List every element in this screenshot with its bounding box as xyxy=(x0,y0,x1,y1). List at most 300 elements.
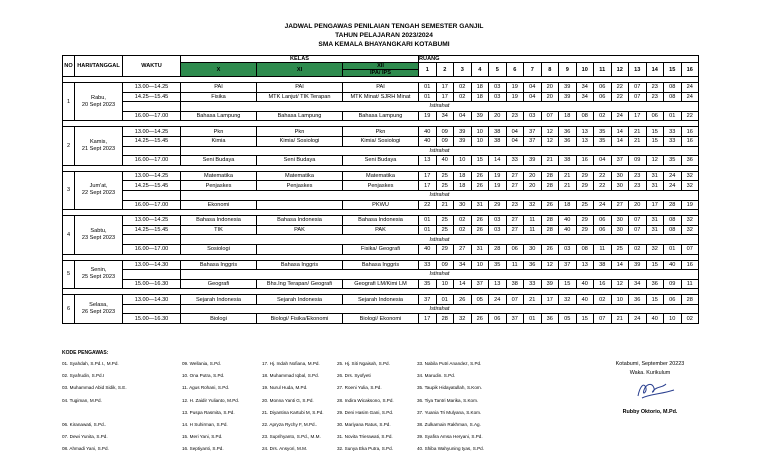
kelas-xii-cell: Geografi LM/Kimi LM xyxy=(343,279,419,289)
kelas-x-cell: PAI xyxy=(181,83,257,93)
istirahat-row xyxy=(63,270,699,280)
room-pengawas-code: 10 xyxy=(454,156,472,166)
kelas-x-cell: Ekonomi xyxy=(181,200,257,210)
room-header: 5 xyxy=(489,63,507,77)
room-pengawas-code: 07 xyxy=(541,111,559,121)
room-pengawas-code: 09 xyxy=(629,156,647,166)
pengawas-entry: 12. H. Zaidir Yulianto, M.Pd. xyxy=(182,397,240,403)
room-pengawas-code: 30 xyxy=(454,200,472,210)
pengawas-entry: 09. Wellania, S.Pd. xyxy=(182,361,221,366)
room-pengawas-code: 15 xyxy=(646,295,664,305)
pengawas-entry: 21. Diyantina Kartubi M, S.Pd. xyxy=(262,409,324,415)
waktu-cell: 13.00—14.25 xyxy=(123,127,181,137)
room-pengawas-code: 36 xyxy=(629,295,647,305)
pengawas-entry: 13. Puspa Rasmita, S.Pd. xyxy=(182,409,235,415)
room-pengawas-code: 19 xyxy=(489,181,507,191)
room-header: 8 xyxy=(541,63,559,77)
room-pengawas-code: 22 xyxy=(419,200,437,210)
room-pengawas-code: 21 xyxy=(629,136,647,146)
waktu-cell: 13.00—14.30 xyxy=(123,260,181,270)
doc-title: JADWAL PENGAWAS PENILAIAN TENGAH SEMESTER GANJIL xyxy=(284,23,484,30)
room-pengawas-code: 33 xyxy=(506,156,524,166)
room-pengawas-code: 02 xyxy=(594,111,612,121)
room-pengawas-code: 15 xyxy=(646,127,664,137)
room-pengawas-code: 10 xyxy=(611,295,629,305)
istirahat-row xyxy=(63,235,699,245)
table-row xyxy=(63,279,699,289)
room-pengawas-code: 14 xyxy=(611,260,629,270)
room-pengawas-code: 39 xyxy=(454,136,472,146)
room-pengawas-code: 36 xyxy=(559,136,577,146)
room-pengawas-code: 28 xyxy=(541,171,559,181)
day-name: Rabu, xyxy=(91,94,106,101)
room-pengawas-code: 01 xyxy=(419,225,437,235)
room-pengawas-code: 30 xyxy=(611,181,629,191)
table-row xyxy=(63,127,699,137)
room-pengawas-code: 13 xyxy=(419,156,437,166)
room-header: 3 xyxy=(454,63,472,77)
room-pengawas-code: 16 xyxy=(594,279,612,289)
col-header-x: X xyxy=(181,63,257,77)
room-pengawas-code: 13 xyxy=(576,136,594,146)
kelas-xi-cell: Matematika xyxy=(257,171,343,181)
room-pengawas-code: 16 xyxy=(681,136,699,146)
room-pengawas-code: 20 xyxy=(541,83,559,93)
room-pengawas-code: 37 xyxy=(506,314,524,324)
room-pengawas-code: 39 xyxy=(471,111,489,121)
day-date-cell xyxy=(75,127,123,165)
waktu-cell: 15.00—16.30 xyxy=(123,279,181,289)
room-pengawas-code: 34 xyxy=(436,111,454,121)
room-pengawas-code: 16 xyxy=(681,260,699,270)
room-pengawas-code: 33 xyxy=(419,260,437,270)
room-pengawas-code: 02 xyxy=(454,216,472,226)
col-header-ruang: RUANG xyxy=(419,56,699,63)
room-pengawas-code: 12 xyxy=(541,260,559,270)
pengawas-entry: 16. Septiyanti, S.Pd. xyxy=(182,446,224,452)
room-pengawas-code: 25 xyxy=(436,181,454,191)
day-date: 26 Sept 2023 xyxy=(81,309,116,316)
table-row xyxy=(63,83,699,93)
room-pengawas-code: 14 xyxy=(611,127,629,137)
room-pengawas-code: 28 xyxy=(681,295,699,305)
room-pengawas-code: 15 xyxy=(559,279,577,289)
kelas-xi-cell: Bahasa Indonesia xyxy=(257,216,343,226)
kelas-xi-cell: PAI xyxy=(257,83,343,93)
room-pengawas-code: 34 xyxy=(454,260,472,270)
signature-name: Rubby Oktorio, M.Pd. xyxy=(622,409,678,415)
room-pengawas-code: 06 xyxy=(506,244,524,254)
room-pengawas-code: 18 xyxy=(559,200,577,210)
kelas-xi-cell: MTK Lanjut/ TIK Terapan xyxy=(257,92,343,102)
istirahat-row xyxy=(63,304,699,314)
room-pengawas-code: 40 xyxy=(576,279,594,289)
room-header: 2 xyxy=(436,63,454,77)
room-pengawas-code: 17 xyxy=(436,92,454,102)
table-row xyxy=(63,314,699,324)
kelas-xi-cell: Sejarah Indonesia xyxy=(257,295,343,305)
kelas-x-cell: Pkn xyxy=(181,127,257,137)
room-pengawas-code: 05 xyxy=(559,314,577,324)
day-date-cell xyxy=(75,216,123,254)
room-pengawas-code: 03 xyxy=(489,83,507,93)
room-pengawas-code: 04 xyxy=(506,136,524,146)
room-pengawas-code: 25 xyxy=(436,216,454,226)
pengawas-entry: 03. Muhammad Abid Sidik, S.E. xyxy=(62,385,127,391)
kelas-x-cell: Bahasa Lampung xyxy=(181,111,257,121)
waktu-blank xyxy=(123,146,181,156)
pengawas-entry: 34. Marudin. S.Pd. xyxy=(417,373,456,379)
room-pengawas-code: 40 xyxy=(576,295,594,305)
day-name: Sabtu, xyxy=(90,227,107,234)
kelas-xii-cell: Penjaskes xyxy=(343,181,419,191)
room-pengawas-code: 23 xyxy=(629,171,647,181)
room-pengawas-code: 39 xyxy=(559,83,577,93)
room-pengawas-code: 37 xyxy=(471,279,489,289)
room-pengawas-code: 32 xyxy=(681,181,699,191)
room-header: 12 xyxy=(611,63,629,77)
room-pengawas-code: 04 xyxy=(594,156,612,166)
istirahat-label: Istirahat xyxy=(181,304,699,314)
waktu-cell: 13.00—14.25 xyxy=(123,171,181,181)
room-pengawas-code: 28 xyxy=(489,244,507,254)
room-pengawas-code: 18 xyxy=(471,92,489,102)
room-pengawas-code: 23 xyxy=(646,83,664,93)
kelas-xii-cell: Biologi/ Ekonomi xyxy=(343,314,419,324)
room-pengawas-code: 20 xyxy=(524,181,542,191)
room-header: 16 xyxy=(681,63,699,77)
room-header: 15 xyxy=(664,63,682,77)
room-pengawas-code: 10 xyxy=(471,136,489,146)
room-pengawas-code: 37 xyxy=(611,156,629,166)
room-pengawas-code: 29 xyxy=(576,171,594,181)
room-pengawas-code: 03 xyxy=(559,244,577,254)
waktu-cell: 16.00—17.00 xyxy=(123,111,181,121)
room-pengawas-code: 06 xyxy=(594,92,612,102)
room-pengawas-code: 28 xyxy=(436,314,454,324)
kelas-xi-cell: Seni Budaya xyxy=(257,156,343,166)
istirahat-label: Istirahat xyxy=(181,102,699,112)
table-row xyxy=(63,200,699,210)
room-pengawas-code: 30 xyxy=(611,171,629,181)
kelas-xii-cell: Bahasa Lampung xyxy=(343,111,419,121)
room-pengawas-code: 39 xyxy=(524,156,542,166)
room-pengawas-code: 39 xyxy=(559,92,577,102)
day-number: 5 xyxy=(63,260,75,289)
room-pengawas-code: 06 xyxy=(489,314,507,324)
kelas-x-cell: Penjaskes xyxy=(181,181,257,191)
room-pengawas-code: 17 xyxy=(419,181,437,191)
room-pengawas-code: 37 xyxy=(419,295,437,305)
room-pengawas-code: 04 xyxy=(524,92,542,102)
pengawas-entry: 07. Dewi Yunita, S.Pd. xyxy=(62,434,108,440)
room-pengawas-code: 24 xyxy=(681,83,699,93)
kelas-xii-cell: Bahasa Indonesia xyxy=(343,216,419,226)
room-pengawas-code: 26 xyxy=(471,314,489,324)
room-pengawas-code: 17 xyxy=(646,200,664,210)
room-pengawas-code: 35 xyxy=(594,127,612,137)
room-pengawas-code: 13 xyxy=(576,127,594,137)
room-pengawas-code: 21 xyxy=(611,314,629,324)
room-pengawas-code: 15 xyxy=(471,156,489,166)
pengawas-entry: 31. Novita Trierawati, S.Pd. xyxy=(337,434,393,440)
room-pengawas-code: 19 xyxy=(506,83,524,93)
pengawas-entry: 28. Indira Wicaksono, S.Pd. xyxy=(337,397,394,403)
room-pengawas-code: 30 xyxy=(611,225,629,235)
col-header-waktu: WAKTU xyxy=(123,56,181,77)
kelas-xii-cell: PKWU xyxy=(343,200,419,210)
room-pengawas-code: 38 xyxy=(489,136,507,146)
room-pengawas-code: 07 xyxy=(629,92,647,102)
kode-pengawas-title: KODE PENGAWAS: xyxy=(62,350,109,356)
table-row xyxy=(63,181,699,191)
kelas-x-cell: Biologi xyxy=(181,314,257,324)
room-pengawas-code: 14 xyxy=(489,156,507,166)
room-pengawas-code: 10 xyxy=(471,127,489,137)
room-header: 7 xyxy=(524,63,542,77)
day-date: 23 Sept 2023 xyxy=(81,234,116,241)
waktu-blank xyxy=(123,235,181,245)
room-pengawas-code: 19 xyxy=(506,92,524,102)
room-pengawas-code: 21 xyxy=(629,127,647,137)
waktu-cell: 15.00—16.30 xyxy=(123,314,181,324)
room-pengawas-code: 13 xyxy=(489,279,507,289)
room-pengawas-code: 12 xyxy=(611,279,629,289)
day-date: 21 Sept 2023 xyxy=(81,146,116,153)
kelas-xii-cell: Fisika/ Geografi xyxy=(343,244,419,254)
room-pengawas-code: 19 xyxy=(489,171,507,181)
room-pengawas-code: 17 xyxy=(541,295,559,305)
room-pengawas-code: 02 xyxy=(629,244,647,254)
pengawas-entry: 20. Monna Yanti G, S.Pd. xyxy=(262,397,314,403)
room-pengawas-code: 02 xyxy=(454,92,472,102)
pengawas-entry: 14. H Suhirman, S.Pd. xyxy=(182,421,228,427)
room-pengawas-code: 06 xyxy=(664,295,682,305)
room-pengawas-code: 01 xyxy=(664,111,682,121)
room-header: 1 xyxy=(419,63,437,77)
room-pengawas-code: 07 xyxy=(629,83,647,93)
day-date: 20 Sept 2023 xyxy=(81,101,116,108)
room-pengawas-code: 32 xyxy=(681,171,699,181)
room-pengawas-code: 21 xyxy=(524,295,542,305)
room-pengawas-code: 26 xyxy=(454,295,472,305)
room-pengawas-code: 23 xyxy=(506,111,524,121)
room-pengawas-code: 39 xyxy=(629,260,647,270)
room-pengawas-code: 07 xyxy=(681,244,699,254)
waktu-cell: 16.00—17.00 xyxy=(123,200,181,210)
waktu-cell: 13.00—14.30 xyxy=(123,295,181,305)
pengawas-entry: 25. Hj. Siti Ngaisah, S.Pd. xyxy=(337,361,390,366)
room-pengawas-code: 39 xyxy=(454,127,472,137)
room-pengawas-code: 11 xyxy=(506,260,524,270)
kelas-xi-cell: Pkn xyxy=(257,127,343,137)
room-pengawas-code: 09 xyxy=(664,279,682,289)
room-pengawas-code: 38 xyxy=(506,279,524,289)
pengawas-entry: 23. Suprihyanto, S.Pd., M.M. xyxy=(262,434,321,440)
room-pengawas-code: 21 xyxy=(559,171,577,181)
pengawas-entry: 27. Roeni Yulia, S.Pd. xyxy=(337,385,382,391)
istirahat-row xyxy=(63,190,699,200)
room-pengawas-code: 29 xyxy=(436,244,454,254)
room-pengawas-code: 20 xyxy=(541,92,559,102)
room-pengawas-code: 35 xyxy=(664,156,682,166)
pengawas-entry: 26. Drs. Syofyeti xyxy=(337,373,371,379)
room-pengawas-code: 25 xyxy=(436,225,454,235)
pengawas-entry: 33. Nabila Putri Anandez, S.Pd. xyxy=(417,361,482,366)
kelas-xii-cell: Pkn xyxy=(343,127,419,137)
table-row xyxy=(63,295,699,305)
waktu-cell: 14.25—15.45 xyxy=(123,92,181,102)
pengawas-entry: 36. Tiya Tantri Marika, S.Kom. xyxy=(417,397,479,403)
istirahat-label: Istirahat xyxy=(181,146,699,156)
room-pengawas-code: 26 xyxy=(471,225,489,235)
waktu-blank xyxy=(123,190,181,200)
room-pengawas-code: 18 xyxy=(454,181,472,191)
istirahat-label: Istirahat xyxy=(181,235,699,245)
pengawas-entry: 15. Meri Yani, S.Pd. xyxy=(182,434,223,440)
kelas-xi-cell: Biologi/ Fisika/Ekonomi xyxy=(257,314,343,324)
signature-place-date: Kotabumi, September 20223 xyxy=(615,361,685,367)
kelas-x-cell: Bahasa Inggris xyxy=(181,260,257,270)
room-pengawas-code: 14 xyxy=(611,136,629,146)
room-pengawas-code: 24 xyxy=(664,171,682,181)
room-pengawas-code: 27 xyxy=(506,181,524,191)
room-pengawas-code: 34 xyxy=(576,83,594,93)
day-name: Kamis, xyxy=(89,139,108,146)
room-pengawas-code: 08 xyxy=(576,244,594,254)
kelas-xii-cell: Bahasa Inggris xyxy=(343,260,419,270)
room-pengawas-code: 37 xyxy=(524,136,542,146)
kelas-xi-cell: Bahasa Inggris xyxy=(257,260,343,270)
table-row xyxy=(63,244,699,254)
room-pengawas-code: 38 xyxy=(489,127,507,137)
day-number: 6 xyxy=(63,295,75,324)
pengawas-entry: 11. Agus Rohani, S.Pd. xyxy=(182,385,230,391)
room-pengawas-code: 01 xyxy=(436,295,454,305)
pengawas-entry: 24. Drs. Ansyori, M.M. xyxy=(262,446,308,452)
room-pengawas-code: 25 xyxy=(436,171,454,181)
room-pengawas-code: 34 xyxy=(629,279,647,289)
room-pengawas-code: 12 xyxy=(541,136,559,146)
istirahat-row xyxy=(63,102,699,112)
day-date: 25 Sept 2023 xyxy=(81,274,116,281)
room-header: 6 xyxy=(506,63,524,77)
room-header: 9 xyxy=(559,63,577,77)
room-pengawas-code: 23 xyxy=(629,181,647,191)
room-pengawas-code: 11 xyxy=(594,244,612,254)
kelas-xi-cell: Kimia/ Sosiologi xyxy=(257,136,343,146)
room-pengawas-code: 38 xyxy=(559,156,577,166)
day-number: 2 xyxy=(63,127,75,165)
room-pengawas-code: 04 xyxy=(506,127,524,137)
room-pengawas-code: 38 xyxy=(594,260,612,270)
room-pengawas-code: 35 xyxy=(419,279,437,289)
room-pengawas-code: 08 xyxy=(664,225,682,235)
col-header-xii: XII xyxy=(343,63,419,70)
room-pengawas-code: 10 xyxy=(664,314,682,324)
room-pengawas-code: 31 xyxy=(646,171,664,181)
room-pengawas-code: 13 xyxy=(576,260,594,270)
pengawas-entry: 22. Apryza Rychy F, M.Pd.. xyxy=(262,421,318,427)
room-pengawas-code: 07 xyxy=(629,216,647,226)
pengawas-entry: 38. Zulkarnain Rakhman, S.Ag. xyxy=(417,421,481,427)
room-pengawas-code: 24 xyxy=(489,295,507,305)
room-pengawas-code: 08 xyxy=(576,111,594,121)
kelas-xi-cell: PAK xyxy=(257,225,343,235)
room-pengawas-code: 27 xyxy=(506,171,524,181)
pengawas-entry: 40. Shiba Wahyuning tyas, S.Pd. xyxy=(417,446,484,452)
room-pengawas-code: 01 xyxy=(664,244,682,254)
kelas-xii-cell: MTK Minat/ SJRH Minat xyxy=(343,92,419,102)
room-pengawas-code: 11 xyxy=(524,225,542,235)
room-pengawas-code: 40 xyxy=(419,244,437,254)
room-pengawas-code: 17 xyxy=(419,171,437,181)
room-pengawas-code: 17 xyxy=(629,111,647,121)
room-pengawas-code: 14 xyxy=(454,279,472,289)
room-pengawas-code: 10 xyxy=(471,260,489,270)
istirahat-label: Istirahat xyxy=(181,190,699,200)
pengawas-entry: 39. Syafira Amsa Heryani, S.Pd. xyxy=(417,434,483,440)
room-pengawas-code: 40 xyxy=(664,260,682,270)
room-pengawas-code: 27 xyxy=(506,225,524,235)
kelas-x-cell: Matematika xyxy=(181,171,257,181)
pengawas-entry: 30. Mariyana Ratus, S.Pd. xyxy=(337,421,391,427)
col-header-kelas: KELAS xyxy=(181,56,419,63)
room-pengawas-code: 18 xyxy=(471,83,489,93)
room-pengawas-code: 02 xyxy=(454,83,472,93)
room-pengawas-code: 36 xyxy=(681,156,699,166)
doc-subtitle-school: SMA KEMALA BHAYANGKARI KOTABUMI xyxy=(318,41,450,48)
room-pengawas-code: 18 xyxy=(454,171,472,181)
kelas-xii-cell: Kimia/ Sosiologi xyxy=(343,136,419,146)
signature-role: Waka. Kurikulum xyxy=(629,370,671,376)
room-pengawas-code: 40 xyxy=(419,136,437,146)
room-pengawas-code: 02 xyxy=(681,314,699,324)
room-pengawas-code: 25 xyxy=(576,200,594,210)
room-pengawas-code: 32 xyxy=(681,216,699,226)
room-pengawas-code: 12 xyxy=(646,156,664,166)
day-date-cell xyxy=(75,171,123,209)
table-row xyxy=(63,136,699,146)
room-pengawas-code: 21 xyxy=(541,156,559,166)
room-pengawas-code: 27 xyxy=(506,216,524,226)
kelas-xi-cell: Bahasa Lampung xyxy=(257,111,343,121)
room-pengawas-code: 01 xyxy=(419,216,437,226)
room-pengawas-code: 15 xyxy=(576,314,594,324)
room-pengawas-code: 32 xyxy=(524,200,542,210)
room-pengawas-code: 31 xyxy=(646,216,664,226)
pengawas-entry xyxy=(62,407,127,419)
kelas-x-cell: Fisika xyxy=(181,92,257,102)
room-pengawas-code: 24 xyxy=(681,92,699,102)
room-pengawas-code: 21 xyxy=(436,200,454,210)
room-pengawas-code: 08 xyxy=(664,83,682,93)
room-pengawas-code: 22 xyxy=(594,181,612,191)
room-pengawas-code: 03 xyxy=(489,225,507,235)
day-number: 3 xyxy=(63,171,75,209)
room-pengawas-code: 01 xyxy=(524,314,542,324)
room-pengawas-code: 04 xyxy=(454,111,472,121)
day-date-cell xyxy=(75,260,123,289)
kelas-xi-cell xyxy=(257,244,343,254)
table-row xyxy=(63,260,699,270)
room-pengawas-code: 27 xyxy=(611,200,629,210)
room-pengawas-code: 17 xyxy=(436,83,454,93)
room-pengawas-code: 16 xyxy=(681,127,699,137)
kelas-xii-cell: PAI xyxy=(343,83,419,93)
day-date-cell xyxy=(75,295,123,324)
waktu-cell: 14.25—15.45 xyxy=(123,181,181,191)
